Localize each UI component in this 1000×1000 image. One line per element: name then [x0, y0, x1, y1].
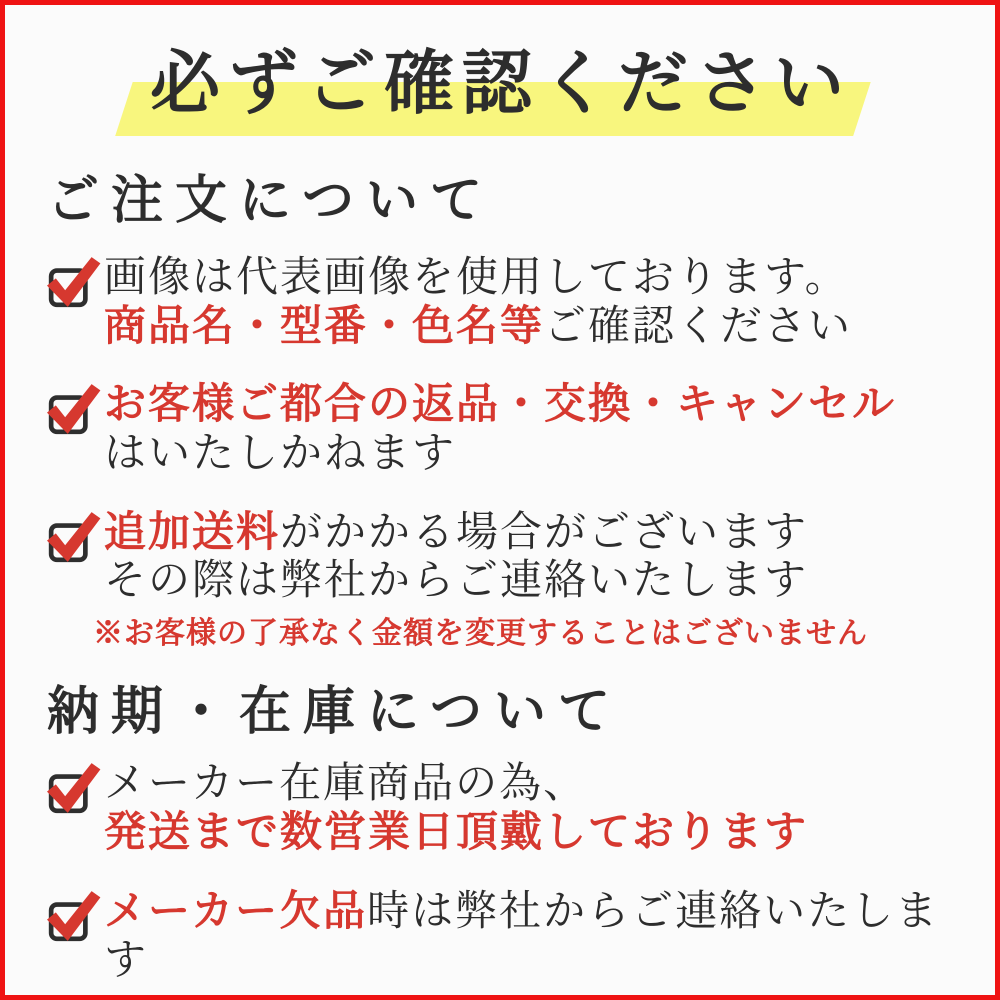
title-banner [47, 39, 955, 131]
list-item-maker-stock [47, 760, 955, 857]
item2-line2: はいたしかねます [104, 430, 457, 477]
list-item-text [104, 888, 955, 985]
item2-line1-red: お客様ご都合の返品・交換・キャンセル [104, 382, 897, 429]
list-item-maker-out-of-stock [47, 888, 955, 985]
delivery-item2-line1-red: メーカー欠品 [104, 888, 368, 935]
item1-line1: 画像は代表画像を使用しております。 [104, 254, 849, 301]
section-heading-order: ご注文について [47, 173, 494, 231]
delivery-item2-line1-black: 時は弊社からご連絡いたします [104, 888, 940, 984]
delivery-item1-line2-red: 発送まで数営業日頂戴しております [104, 810, 809, 857]
page-title: 必ずご確認ください [150, 39, 852, 131]
checked-checkbox-icon [47, 890, 103, 942]
price-change-note: ※お客様の了承なく金額を変更することはございません [93, 617, 868, 651]
list-item-text [104, 254, 852, 351]
checked-checkbox-icon [47, 511, 103, 563]
section-heading-delivery: 納期・在庫について [47, 684, 622, 742]
list-item-extra-shipping [47, 509, 955, 606]
item3-line1-red: 追加送料 [104, 509, 281, 556]
checked-checkbox-icon [47, 762, 103, 814]
list-item-no-returns [47, 381, 955, 478]
checked-checkbox-icon [47, 256, 103, 308]
item3-line1-black: がかかる場合がございます [280, 509, 809, 556]
checked-checkbox-icon [47, 383, 103, 435]
list-item-extra-shipping-group [47, 509, 955, 652]
list-item-text [104, 509, 808, 606]
list-item-text [104, 760, 808, 857]
item1-line2-black: ご確認ください [544, 303, 853, 350]
list-item-text [104, 381, 896, 478]
notice-panel [5, 5, 995, 985]
item3-line2: その際は弊社からご連絡いたします [104, 558, 809, 605]
list-item-representative-image [47, 254, 955, 351]
item1-line2-red: 商品名・型番・色名等 [104, 303, 545, 350]
delivery-item1-line1: メーカー在庫商品の為、 [104, 761, 588, 808]
